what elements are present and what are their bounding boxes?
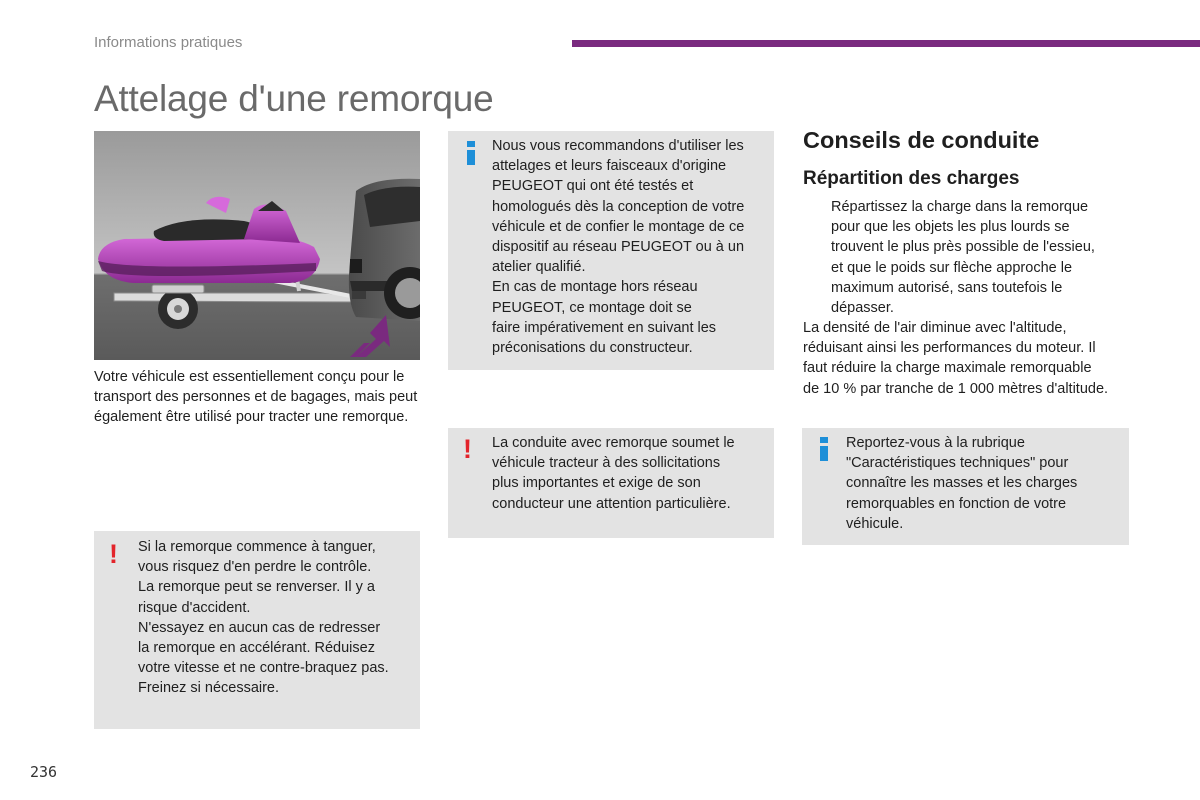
warning-box-load [448,428,774,538]
info-text: Nous vous recommandons d'utiliser les attelages et leurs faisceaux d'origine PEUGEOT qui ont été testés et homologués dès la conception de votre véhicule et de confier le montage de ce dispositif au réseau PEUGEOT ou à un atelier qualifié. En cas de montage hors réseau PEUGEOT, ce montage doit se faire impérativement en suivant les préconisations du constructeur. [492,138,745,357]
section-heading: Conseils de conduite [803,127,1040,153]
warning-text: La conduite avec remorque soumet le véhicule tracteur à des sollicitations plus importantes et exige de son conducteur une attention particulière. [492,435,735,512]
warning-box-sway [94,531,420,729]
page-number: 236 [30,763,58,781]
header-accent-bar [572,40,1200,47]
trailer-illustration [94,131,420,360]
warning-text: Si la remorque commence à tanguer, vous risquez d'en perdre le contrôle. La remorque peut se renverser. Il y a risque d'accident. N'essayez en aucun cas de redresser la remorque en accélérant. Réduisez votre vitesse et ne contre-braquez pas. Freinez si nécessaire. [138,539,389,697]
info-icon [467,141,475,165]
intro-paragraph: Votre véhicule est essentiellement conçu pour le transport des personnes et de bagages, mais peut également être utilisé pour tracter une remorque. [94,369,418,426]
info-box-peugeot [448,131,774,370]
sub-heading: Répartition des charges [803,168,1020,189]
info-text: Reportez-vous à la rubrique "Caractéristiques techniques" pour connaître les masses et les charges remorquables en fonction de votre véhicule. [846,435,1078,532]
warning-icon: ! [109,539,118,569]
bullet-text: Répartissez la charge dans la remorque pour que les objets les plus lourds se trouvent le plus près possible de l'essieu, et que le poids sur flèche approche le maximum autorisé, sans toutefois le dépasser. [831,199,1095,317]
warning-icon: ! [463,434,472,464]
info-box-specs [802,428,1129,545]
header-section-label: Informations pratiques [94,34,243,51]
altitude-paragraph: La densité de l'air diminue avec l'altitude, réduisant ainsi les performances du moteur. Il faut réduire la charge maximale remorquable de 10 % par tranche de 1 000 mètres d'altitude. [803,320,1109,397]
page-title: Attelage d'une remorque [94,78,494,119]
info-icon [820,437,828,461]
